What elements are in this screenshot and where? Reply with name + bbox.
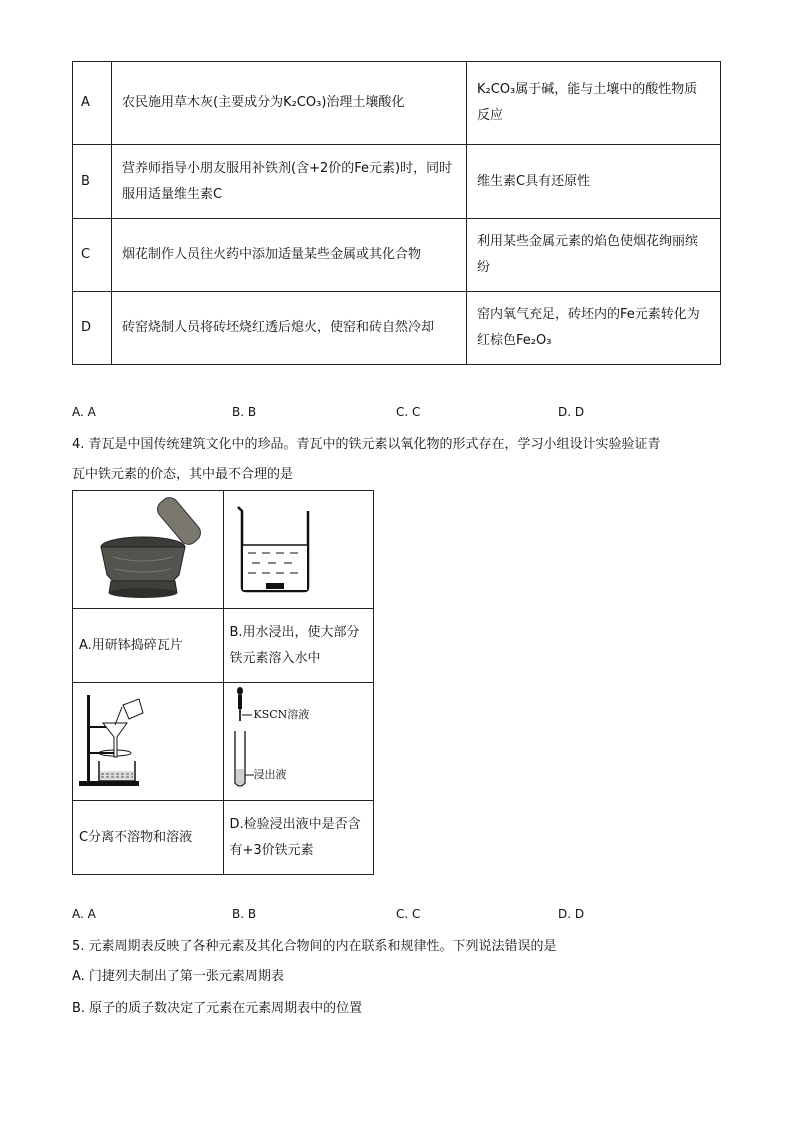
- filtration-apparatus-icon: [73, 683, 222, 796]
- principle-cell: 利用某些金属元素的焰色使烟花绚丽缤纷: [467, 219, 721, 292]
- q5-stem: 5. 元素周期表反映了各种元素及其化合物间的内在联系和规律性。下列说法错误的是: [72, 939, 557, 954]
- row-label: C: [73, 219, 112, 292]
- option-b[interactable]: B. B: [232, 405, 257, 419]
- q4-options: [72, 907, 732, 927]
- option-a[interactable]: A. A: [72, 405, 96, 419]
- table-row: [73, 145, 721, 219]
- principle-cell: K₂CO₃属于碱，能与土壤中的酸性物质反应: [467, 62, 721, 145]
- principle-cell: 维生素C具有还原性: [467, 145, 721, 219]
- dropper-test-tube-icon: [224, 683, 373, 796]
- option-b[interactable]: B. B: [232, 907, 257, 921]
- kscn-label: KSCN溶液: [253, 708, 310, 721]
- cell-c-text: C分离不溶物和溶液: [73, 801, 224, 875]
- filtration-cell: [73, 683, 224, 801]
- cell-a-text: A.用研钵捣碎瓦片: [73, 609, 224, 683]
- table-row: [73, 62, 721, 145]
- q3-options: [72, 405, 732, 425]
- q4-stem-line2: 瓦中铁元素的价态，其中最不合理的是: [72, 467, 294, 482]
- row-label: B: [73, 145, 112, 219]
- row-label: A: [73, 62, 112, 145]
- mortar-cell: [73, 491, 224, 609]
- option-c[interactable]: C. C: [396, 907, 421, 921]
- row-label: D: [73, 292, 112, 365]
- principle-cell: 窑内氧气充足，砖坯内的Fe元素转化为红棕色Fe₂O₃: [467, 292, 721, 365]
- option-d[interactable]: D. D: [558, 907, 585, 921]
- table-row: [73, 292, 721, 365]
- option-d[interactable]: D. D: [558, 405, 585, 419]
- option-c[interactable]: C. C: [396, 405, 421, 419]
- extract-label: 浸出液: [253, 768, 287, 781]
- q4-stem-line1: 4. 青瓦是中国传统建筑文化中的珍品。青瓦中的铁元素以氧化物的形式存在，学习小组设计实验验证青: [72, 437, 661, 452]
- beaker-icon: [224, 491, 373, 604]
- practice-cell: 农民施用草木灰(主要成分为K₂CO₃)治理土壤酸化: [112, 62, 467, 145]
- cell-b-text: B.用水浸出，使大部分铁元素溶入水中: [223, 609, 374, 683]
- q5-choice-a[interactable]: A. 门捷列夫制出了第一张元素周期表: [72, 969, 284, 984]
- mortar-pestle-icon: [73, 491, 222, 604]
- q3-table: [72, 61, 721, 365]
- table-row: [73, 219, 721, 292]
- q5-choice-b[interactable]: B. 原子的质子数决定了元素在元素周期表中的位置: [72, 1001, 363, 1016]
- practice-cell: 烟花制作人员往火药中添加适量某些金属或其化合物: [112, 219, 467, 292]
- beaker-cell: [223, 491, 374, 609]
- practice-cell: 营养师指导小朋友服用补铁剂(含+2价的Fe元素)时，同时服用适量维生素C: [112, 145, 467, 219]
- cell-d-text: D.检验浸出液中是否含有+3价铁元素: [223, 801, 374, 875]
- q4-table: [72, 490, 374, 875]
- practice-cell: 砖窑烧制人员将砖坯烧红透后熄火，使窑和砖自然冷却: [112, 292, 467, 365]
- option-a[interactable]: A. A: [72, 907, 96, 921]
- test-tube-cell: [223, 683, 374, 801]
